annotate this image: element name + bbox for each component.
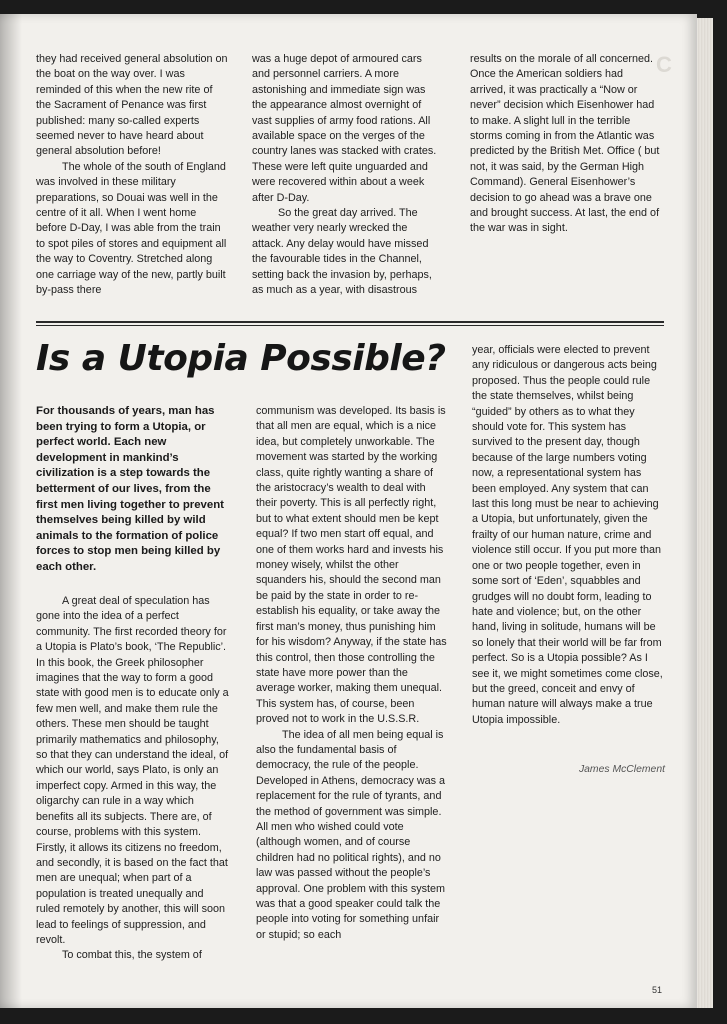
page-number: 51	[652, 985, 663, 995]
paragraph: So the great day arrived. The weather very nearly wrecked the attack. Any delay would have missed the favourable tides in the Channel, setting back the invasion by, perhaps, as much as a year, with disastrous	[252, 207, 432, 297]
binding-gutter	[0, 14, 22, 1008]
paragraph: was a huge depot of armoured cars and personnel carriers. A more astonishing and immediate sign was the appearance almost overnight of vast supplies of army food rations. All available space on the verges of the country lanes was stacked with crates. These were left quite unguarded and were recovered within about a week after D-Day.	[252, 53, 437, 204]
top-column-1	[36, 52, 228, 299]
article-column-1	[36, 594, 230, 964]
section-divider-thin	[36, 325, 664, 326]
top-column-2	[252, 52, 442, 299]
paragraph: The idea of all men being equal is also the fundamental basis of democracy, the rule of the people. Developed in Athens, democracy was a replacement for the rule of tyrants, and the method of government was simple. All men who wished could vote (although women, and of course children had no political rights), and no law was passed without the people’s approval. One problem with this system was that a good speaker could talk the people into voting for something unfair or stupid; so each	[256, 728, 446, 941]
paragraph: The whole of the south of England was involved in these military preparations, so Douai was well in the centre of it all. When I went home before D-Day, I was able from the train to spot piles of stores and equipment all the way to Coventry. Stretched along one carriage way of the new, partly built by-pass there	[36, 160, 227, 297]
paragraph: year, officials were elected to prevent any ridiculous or dangerous acts being proposed. Thus the people could rule the state themselves, whilst being “guided” by others as to what they should vote for. This system has survived to the present day, though because of the large numbers voting now, a representational system has been employed. Any system that can last this long must be near to achieving a Utopia, but unfortunately, given the frailty of our human nature, crime and violence still occur. If you put more than one or two people together, even in some sort of ‘Eden’, squabbles and grudges will no doubt form, leading to hate and violence; but, on the other hand, living in solitude, humans will be so lonely that their world will be far from perfect. So is a Utopia possible? As I see it, we might sometimes come close, but the greed, conceit and envy of human nature will always make a true Utopia impossible.	[472, 344, 663, 726]
paragraph: they had received general absolution on the boat on the way over. I was reminded of this when the new rite of the Sacrament of Penance was first published: many so-called experts seemed never to have heard about general absolution before!	[36, 53, 228, 158]
article-lead: For thousands of years, man has been trying to form a Utopia, or perfect world. Each new development in mankind’s civilization is a step towards the betterment of our lives, from the first men living together to prevent themselves being killed by wild animals to the formation of police forces to stop men being killed by each other.	[36, 405, 224, 573]
bleed-through-letter: C	[656, 52, 672, 77]
section-divider	[36, 321, 664, 323]
paragraph: communism was developed. Its basis is that all men are equal, which is a nice idea, but completely unworkable. The movement was started by the working class, quite rightly wanting a share of the aristocracy’s wealth to deal with their poverty. This is all perfectly right, but to what extent should men be kept equal? If two men start off equal, and one of them works hard and invests his money wisely, whilst the other squanders his, should the second man be paid by the state in order to re-establish his equality, or take away the first man’s money, thus punishing him for his wisdom? Anyway, if the state has this control, then those controlling the state have more power than the average worker, making them unequal. This system has, of course, been proved not to work in the U.S.S.R.	[256, 405, 447, 726]
article-column-3	[472, 343, 664, 728]
article-title: Is a Utopia Possible?	[36, 338, 446, 379]
top-column-3	[470, 52, 662, 237]
article-column-2	[256, 404, 448, 943]
page-edges	[697, 18, 713, 1008]
paragraph: To combat this, the system of	[62, 949, 202, 962]
author-byline: James McClement	[578, 764, 665, 775]
paragraph: results on the morale of all concerned. Once the American soldiers had arrived, it was practically a “Now or never” decision which Eisenhower had to make. A slight lull in the terrible storms coming in from the Atlantic was predicted by the British Met. Office ( but not, it was said, by the German High Command). General Eisenhower’s decision to go ahead was a brave one and brought success. At last, the end of the war was in sight.	[470, 53, 660, 235]
paragraph: A great deal of speculation has gone into the idea of a perfect community. The first recorded theory for a Utopia is Plato’s book, ‘The Republic’. In this book, the Greek philosopher imagines that the way to form a good state with good men is to educate only a few men well, and make them rule the others. These men should be taught primarily mathematics and philosophy, so that they can understand the ideal, of which our world, says Plato, is only an imperfect copy. Armed in this way, the oligarchy can rule in a way which benefits all its subjects. There are, of course, problems with this system. Firstly, it allows its citizens no freedom, and secondly, it is based on the fact that men are unequal; when part of a population is treated unequally and ruled remotely by another, this will soon lead to feelings of suppression, and revolt.	[36, 595, 229, 946]
